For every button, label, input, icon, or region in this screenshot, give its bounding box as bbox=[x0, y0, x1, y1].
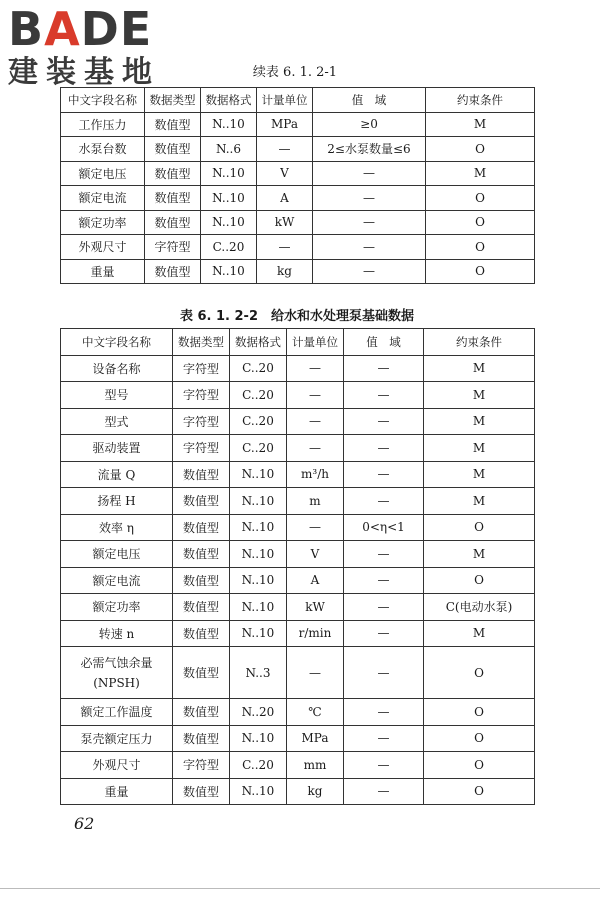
table-continued-6-1-2-1 bbox=[60, 87, 535, 284]
cell-field-name: 重量 bbox=[61, 778, 173, 805]
cell-constraint: M bbox=[424, 408, 535, 435]
cell-unit: V bbox=[257, 161, 313, 186]
cell-data-format: N..10 bbox=[230, 620, 287, 647]
cell-field-name: 外观尺寸 bbox=[61, 235, 145, 260]
table-row bbox=[61, 620, 535, 647]
cell-data-type: 字符型 bbox=[173, 382, 230, 409]
cell-value-range: — bbox=[344, 567, 424, 594]
cell-unit: mm bbox=[287, 752, 344, 779]
cell-unit: kg bbox=[287, 778, 344, 805]
cell-value-range: — bbox=[344, 620, 424, 647]
cell-data-format: N..10 bbox=[230, 461, 287, 488]
cell-unit: A bbox=[287, 567, 344, 594]
cell-field-name: 额定电流 bbox=[61, 567, 173, 594]
table-row bbox=[61, 699, 535, 726]
col-header-value-range: 值 域 bbox=[313, 88, 426, 113]
cell-constraint: O bbox=[426, 186, 535, 211]
cell-data-format: C..20 bbox=[230, 435, 287, 462]
cell-data-format: N..10 bbox=[201, 259, 257, 284]
cell-data-format: N..10 bbox=[230, 725, 287, 752]
cell-constraint: M bbox=[424, 488, 535, 515]
col-header-data-format: 数据格式 bbox=[201, 88, 257, 113]
table-row bbox=[61, 161, 535, 186]
page-bottom-divider bbox=[0, 888, 600, 889]
logo-brand bbox=[8, 4, 152, 54]
cell-constraint: O bbox=[426, 259, 535, 284]
cell-data-format: C..20 bbox=[201, 235, 257, 260]
cell-field-name: 型号 bbox=[61, 382, 173, 409]
cell-field-name: 水泵台数 bbox=[61, 137, 145, 162]
cell-data-type: 数值型 bbox=[173, 594, 230, 621]
cell-unit: — bbox=[287, 355, 344, 382]
cell-value-range: — bbox=[344, 699, 424, 726]
cell-data-type: 字符型 bbox=[173, 408, 230, 435]
table-header-row bbox=[61, 329, 535, 356]
cell-unit: — bbox=[257, 137, 313, 162]
cell-data-format: C..20 bbox=[230, 382, 287, 409]
cell-constraint: O bbox=[426, 137, 535, 162]
cell-data-type: 数值型 bbox=[173, 567, 230, 594]
cell-field-name: 转速 n bbox=[61, 620, 173, 647]
cell-field-name: 型式 bbox=[61, 408, 173, 435]
cell-unit: A bbox=[257, 186, 313, 211]
cell-value-range: — bbox=[344, 752, 424, 779]
cell-unit: MPa bbox=[257, 112, 313, 137]
cell-unit: kW bbox=[287, 594, 344, 621]
table-row bbox=[61, 461, 535, 488]
cell-field-name: 设备名称 bbox=[61, 355, 173, 382]
cell-data-type: 字符型 bbox=[145, 235, 201, 260]
table-6-1-2-2-pump-data bbox=[60, 328, 535, 805]
table1-caption: 续表 6. 1. 2-1 bbox=[252, 65, 338, 80]
cell-unit: — bbox=[287, 435, 344, 462]
table-row bbox=[61, 435, 535, 462]
cell-constraint: M bbox=[426, 161, 535, 186]
cell-data-type: 数值型 bbox=[173, 647, 230, 699]
cell-data-type: 字符型 bbox=[173, 355, 230, 382]
table2-caption: 表 6. 1. 2-2 给水和水处理泵基础数据 bbox=[179, 309, 415, 324]
cell-data-format: N..10 bbox=[201, 210, 257, 235]
table-row bbox=[61, 186, 535, 211]
cell-value-range: — bbox=[344, 408, 424, 435]
cell-value-range: 0<η<1 bbox=[344, 514, 424, 541]
cell-field-name: 工作压力 bbox=[61, 112, 145, 137]
page-number: 62 bbox=[74, 814, 95, 833]
cell-value-range: — bbox=[344, 435, 424, 462]
cell-value-range: — bbox=[313, 161, 426, 186]
cell-value-range: — bbox=[313, 259, 426, 284]
cell-data-type: 数值型 bbox=[173, 461, 230, 488]
cell-value-range: — bbox=[313, 235, 426, 260]
cell-unit: kW bbox=[257, 210, 313, 235]
cell-value-range: — bbox=[344, 355, 424, 382]
cell-data-format: N..10 bbox=[230, 567, 287, 594]
cell-unit: ℃ bbox=[287, 699, 344, 726]
cell-value-range: — bbox=[313, 186, 426, 211]
cell-constraint: O bbox=[424, 725, 535, 752]
cell-value-range: — bbox=[313, 210, 426, 235]
cell-constraint: M bbox=[424, 541, 535, 568]
cell-field-name: 扬程 H bbox=[61, 488, 173, 515]
col-header-value-range: 值 域 bbox=[344, 329, 424, 356]
cell-field-name: 额定功率 bbox=[61, 210, 145, 235]
cell-data-type: 数值型 bbox=[145, 161, 201, 186]
cell-data-format: N..10 bbox=[201, 161, 257, 186]
table-row bbox=[61, 488, 535, 515]
cell-value-range: ≥0 bbox=[313, 112, 426, 137]
cell-constraint: O bbox=[424, 647, 535, 699]
cell-data-type: 数值型 bbox=[173, 725, 230, 752]
col-header-unit: 计量单位 bbox=[257, 88, 313, 113]
cell-field-name: 额定电压 bbox=[61, 541, 173, 568]
cell-field-name: 效率 η bbox=[61, 514, 173, 541]
table-row bbox=[61, 355, 535, 382]
cell-value-range: 2≤水泵数量≤6 bbox=[313, 137, 426, 162]
cell-data-type: 数值型 bbox=[173, 488, 230, 515]
cell-value-range: — bbox=[344, 725, 424, 752]
cell-unit: — bbox=[257, 235, 313, 260]
cell-data-type: 数值型 bbox=[173, 699, 230, 726]
col-header-constraint: 约束条件 bbox=[426, 88, 535, 113]
cell-value-range: — bbox=[344, 488, 424, 515]
cell-constraint: O bbox=[424, 778, 535, 805]
table-row bbox=[61, 210, 535, 235]
cell-field-name: 额定电流 bbox=[61, 186, 145, 211]
table-row bbox=[61, 137, 535, 162]
cell-data-type: 数值型 bbox=[145, 186, 201, 211]
logo-subtitle: 建装基地 bbox=[8, 55, 160, 90]
cell-value-range: — bbox=[344, 461, 424, 488]
cell-data-type: 数值型 bbox=[145, 259, 201, 284]
cell-data-type: 字符型 bbox=[173, 752, 230, 779]
cell-constraint: C(电动水泵) bbox=[424, 594, 535, 621]
table-row bbox=[61, 408, 535, 435]
cell-data-format: N..10 bbox=[230, 514, 287, 541]
cell-data-type: 数值型 bbox=[173, 514, 230, 541]
cell-data-format: N..6 bbox=[201, 137, 257, 162]
cell-data-type: 字符型 bbox=[173, 435, 230, 462]
cell-unit: — bbox=[287, 514, 344, 541]
cell-constraint: O bbox=[424, 567, 535, 594]
table-row bbox=[61, 514, 535, 541]
table-row bbox=[61, 752, 535, 779]
table-row bbox=[61, 112, 535, 137]
col-header-field-name: 中文字段名称 bbox=[61, 329, 173, 356]
cell-constraint: O bbox=[424, 514, 535, 541]
table-row bbox=[61, 647, 535, 699]
cell-constraint: O bbox=[424, 752, 535, 779]
cell-data-format: C..20 bbox=[230, 408, 287, 435]
table-row bbox=[61, 567, 535, 594]
cell-unit: m³/h bbox=[287, 461, 344, 488]
logo-letter-a: A bbox=[44, 2, 81, 56]
logo-letter-b: B bbox=[8, 2, 45, 56]
cell-data-format: N..10 bbox=[201, 112, 257, 137]
cell-constraint: O bbox=[426, 235, 535, 260]
cell-value-range: — bbox=[344, 647, 424, 699]
cell-field-name: 流量 Q bbox=[61, 461, 173, 488]
cell-constraint: O bbox=[426, 210, 535, 235]
cell-constraint: M bbox=[426, 112, 535, 137]
cell-field-name: 泵壳额定压力 bbox=[61, 725, 173, 752]
cell-constraint: M bbox=[424, 355, 535, 382]
logo-letters-de: DE bbox=[80, 2, 153, 56]
cell-field-name: 重量 bbox=[61, 259, 145, 284]
cell-constraint: M bbox=[424, 435, 535, 462]
col-header-constraint: 约束条件 bbox=[424, 329, 535, 356]
cell-unit: r/min bbox=[287, 620, 344, 647]
cell-data-format: N..10 bbox=[230, 594, 287, 621]
cell-unit: kg bbox=[257, 259, 313, 284]
table-row bbox=[61, 594, 535, 621]
cell-data-type: 数值型 bbox=[145, 137, 201, 162]
table-row bbox=[61, 725, 535, 752]
cell-field-name: 驱动装置 bbox=[61, 435, 173, 462]
table-row bbox=[61, 382, 535, 409]
cell-value-range: — bbox=[344, 778, 424, 805]
col-header-data-type: 数据类型 bbox=[145, 88, 201, 113]
cell-data-format: C..20 bbox=[230, 752, 287, 779]
cell-data-type: 数值型 bbox=[145, 112, 201, 137]
cell-data-format: N..3 bbox=[230, 647, 287, 699]
cell-value-range: — bbox=[344, 594, 424, 621]
cell-unit: — bbox=[287, 382, 344, 409]
cell-field-name: 额定电压 bbox=[61, 161, 145, 186]
cell-constraint: M bbox=[424, 461, 535, 488]
cell-constraint: M bbox=[424, 382, 535, 409]
col-header-data-format: 数据格式 bbox=[230, 329, 287, 356]
cell-field-name: 必需气蚀余量 (NPSH) bbox=[61, 647, 173, 699]
cell-data-format: N..20 bbox=[230, 699, 287, 726]
cell-field-name: 额定工作温度 bbox=[61, 699, 173, 726]
cell-value-range: — bbox=[344, 541, 424, 568]
cell-unit: — bbox=[287, 647, 344, 699]
col-header-unit: 计量单位 bbox=[287, 329, 344, 356]
cell-data-type: 数值型 bbox=[173, 778, 230, 805]
cell-field-name: 外观尺寸 bbox=[61, 752, 173, 779]
cell-unit: MPa bbox=[287, 725, 344, 752]
table-row bbox=[61, 778, 535, 805]
cell-data-format: N..10 bbox=[201, 186, 257, 211]
cell-field-name: 额定功率 bbox=[61, 594, 173, 621]
table-row bbox=[61, 259, 535, 284]
cell-constraint: M bbox=[424, 620, 535, 647]
cell-data-type: 数值型 bbox=[173, 541, 230, 568]
table-header-row bbox=[61, 88, 535, 113]
cell-data-format: N..10 bbox=[230, 488, 287, 515]
cell-data-type: 数值型 bbox=[145, 210, 201, 235]
col-header-data-type: 数据类型 bbox=[173, 329, 230, 356]
table-row bbox=[61, 235, 535, 260]
col-header-field-name: 中文字段名称 bbox=[61, 88, 145, 113]
cell-data-format: C..20 bbox=[230, 355, 287, 382]
cell-data-type: 数值型 bbox=[173, 620, 230, 647]
table-row bbox=[61, 541, 535, 568]
cell-unit: — bbox=[287, 408, 344, 435]
cell-data-format: N..10 bbox=[230, 778, 287, 805]
cell-data-format: N..10 bbox=[230, 541, 287, 568]
watermark-logo bbox=[8, 4, 178, 96]
cell-unit: V bbox=[287, 541, 344, 568]
cell-value-range: — bbox=[344, 382, 424, 409]
cell-constraint: O bbox=[424, 699, 535, 726]
cell-unit: m bbox=[287, 488, 344, 515]
